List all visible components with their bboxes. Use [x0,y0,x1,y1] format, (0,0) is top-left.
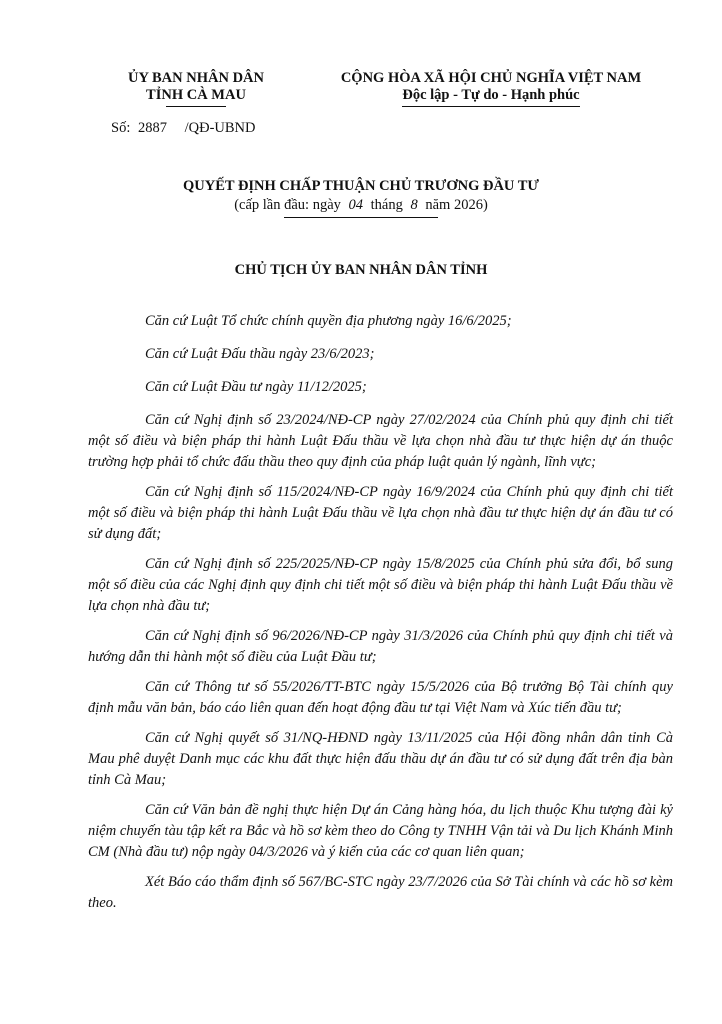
issuing-agency [96,70,296,107]
national-motto: Độc lập - Tự do - Hạnh phúc [402,87,579,107]
issuer-heading: CHỦ TỊCH ỦY BAN NHÂN DÂN TỈNH [234,262,488,278]
document-number [111,120,255,137]
basis-paragraph: Căn cứ Luật Tổ chức chính quyền địa phương ngày 16/6/2025; [145,313,512,329]
basis-paragraph: Căn cứ Nghị định số 115/2024/NĐ-CP ngày 16/9/2024 của Chính phủ quy định chi tiết một số điều và biện pháp thi hành Luật Đấu thầu về lựa chọn nhà đầu tư thực hiện dự án đầu tư có sử dụng đất; [88,484,673,542]
title-underline [284,217,438,218]
agency-line-1: ỦY BAN NHÂN DÂN [127,70,264,86]
basis-paragraph: Căn cứ Nghị định số 96/2026/NĐ-CP ngày 31/3/2026 của Chính phủ quy định chi tiết và hướng dẫn thi hành một số điều của Luật Đầu tư; [88,628,673,665]
national-heading [316,70,666,107]
basis-paragraph: Căn cứ Nghị quyết số 31/NQ-HĐND ngày 13/11/2025 của Hội đồng nhân dân tỉnh Cà Mau phê duyệt Danh mục các khu đất thực hiện đấu thầu dự án đầu tư có sử dụng đất trên địa bàn tỉnh Cà Mau; [88,730,673,788]
sub-year: năm 2026) [425,197,488,213]
title-main: QUYẾT ĐỊNH CHẤP THUẬN CHỦ TRƯƠNG ĐẦU TƯ [183,178,539,194]
number-value: 2887 [137,120,167,136]
basis-paragraph: Xét Báo cáo thẩm định số 567/BC-STC ngày 23/7/2026 của Sở Tài chính và các hồ sơ kèm theo. [88,874,673,911]
sub-day: 04 [348,197,364,213]
legal-basis [88,311,673,923]
sub-month-label: tháng [370,197,403,213]
number-label: Số: [111,120,131,136]
number-code: /QĐ-UBND [184,120,256,136]
basis-paragraph: Căn cứ Luật Đấu thầu ngày 23/6/2023; [145,346,375,362]
country-name: CỘNG HÒA XÃ HỘI CHỦ NGHĨA VIỆT NAM [340,70,642,86]
decision-title [0,176,722,218]
basis-paragraph: Căn cứ Thông tư số 55/2026/TT-BTC ngày 15/5/2026 của Bộ trưởng Bộ Tài chính quy định mẫu văn bản, báo cáo liên quan đến hoạt động đầu tư tại Việt Nam và Xúc tiến đầu tư; [88,679,673,716]
basis-paragraph: Căn cứ Luật Đầu tư ngày 11/12/2025; [145,379,367,395]
sub-month: 8 [410,197,418,213]
sub-prefix: (cấp lần đầu: ngày [234,197,341,213]
agency-underline [166,106,226,107]
basis-paragraph: Căn cứ Nghị định số 225/2025/NĐ-CP ngày 15/8/2025 của Chính phủ sửa đổi, bổ sung một số điều của các Nghị định quy định chi tiết một số điều và biện pháp thi hành Luật Đấu thầu về lựa chọn nhà đầu tư; [88,556,673,614]
title-sub [0,196,722,214]
basis-paragraph: Căn cứ Nghị định số 23/2024/NĐ-CP ngày 27/02/2024 của Chính phủ quy định chi tiết một số điều và biện pháp thi hành Luật Đấu thầu về lựa chọn nhà đầu tư thực hiện dự án thuộc trường hợp phải tổ chức đấu thầu theo quy định của pháp luật quản lý ngành, lĩnh vực; [88,412,673,470]
agency-line-2: TỈNH CÀ MAU [146,87,246,103]
basis-paragraph: Căn cứ Văn bản đề nghị thực hiện Dự án Cảng hàng hóa, du lịch thuộc Khu tượng đài kỷ niệm chuyến tàu tập kết ra Bắc và hồ sơ kèm theo do Công ty TNHH Vận tải và Du lịch Khánh Minh CM (Nhà đầu tư) nộp ngày 04/3/2026 và ý kiến của các cơ quan liên quan; [88,802,673,860]
